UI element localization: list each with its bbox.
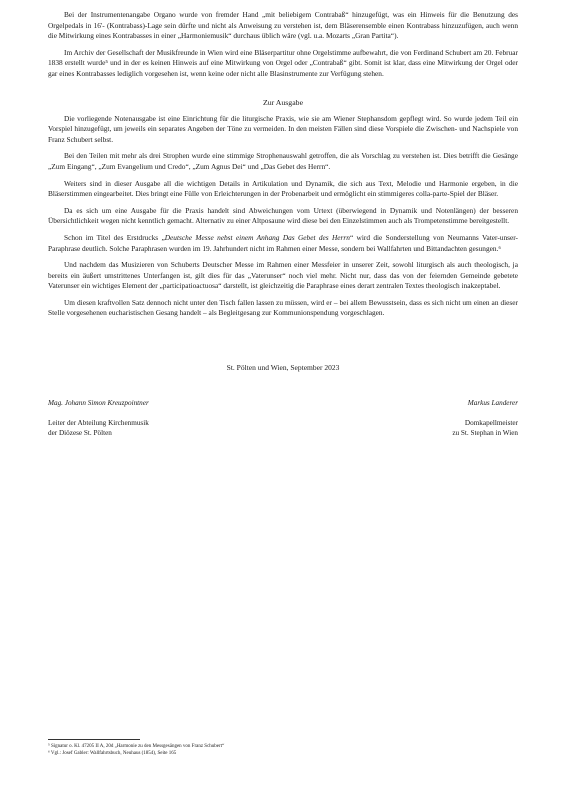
signature-left-name: Mag. Johann Simon Kreuzpointner [48, 399, 149, 408]
first-print-before: Schon im Titel des Erstdrucks „ [64, 232, 165, 242]
footnotes [48, 743, 518, 757]
paragraph-archive: Im Archiv der Gesellschaft der Musikfreunde in Wien wird eine Bläserpartitur ohne Orgelstimme aufbewahrt, die von Ferdinand Schubert am 20. Februar 1838 erstellt wurde⁵ und in der es keinen Hinweis auf eine Mitwirkung von Orgel oder „Contrabaß“ gibt. Somit ist klar, dass eine Mitwirkung der Orgel oder gar eines Kontrabasses lediglich vorgesehen ist, wenn keine oder nicht alle Blasinstrumente zur Verfügung stehen. [48, 47, 518, 78]
signature-left-role-1: Leiter der Abteilung Kirchenmusik [48, 419, 149, 428]
signature-right-role-1: Domkapellmeister [464, 419, 518, 428]
paragraph-edition-purpose: Die vorliegende Notenausgabe ist eine Einrichtung für die liturgische Praxis, wie sie am Wiener Stephansdom gepflegt wird. So wurde jedem Teil ein Vorspiel hinzugefügt, um jeweils ein separates Angeben der Töne zu vermeiden. In den meisten Fällen sind diese Vorspiele die Zwischen- und Nachspiele von Franz Schubert selbst. [48, 113, 518, 144]
footnote-5: ⁵ Signatur o. Kl. 47205 II A, 20d „Harmonie zu den Messgesängen von Franz Schubert“ [48, 744, 225, 749]
signature-right-name: Markus Landerer [467, 399, 518, 408]
place-and-date: St. Pölten und Wien, September 2023 [226, 363, 340, 373]
paragraph-first-print-title [48, 233, 518, 254]
paragraph-articulation: Weiters sind in dieser Ausgabe all die wichtigen Details in Artikulation und Dynamik, die sich aus Text, Melodie und Harmonie ergeben, in die Bläserstimmen eingearbeitet. Dies bringt eine Fülle von Erleichterungen in der Probenarbeit und ermöglicht ein stimmigeres colla-parte-Spiel der Bläser. [48, 178, 518, 199]
first-print-after: “ wird die Sonderstellung von Neumanns Vater-unser-Paraphrase deutlich. Solche Paraphrasen wurden im 19. Jahrhundert nicht im Rahmen einer Messe, sondern bei Wallfahrten und Bittandachten gesungen.⁶ [48, 232, 518, 253]
paragraph-communion: Um diesen kraftvollen Satz dennoch nicht unter den Tisch fallen lassen zu müssen, wird er – bei allem Bewusstsein, dass es sich nicht um einen an dieser Stelle vorgesehenen eucharistischen Gesang handelt – als Begleitgesang zur Kommunionspendung vorgeschlagen. [48, 297, 518, 318]
first-print-title-italic: Deutsche Messe nebst einem Anhang Das Gebet des Herrn [164, 232, 350, 242]
paragraph-strophe-selection: Bei den Teilen mit mehr als drei Strophen wurde eine stimmige Strophenauswahl getroffen, die als Vorschlag zu verstehen ist. Dies betrifft die Gesänge „Zum Eingang“, „Zum Evangelium und Credo“, „Zum Agnus Dei“ und „Das Gebet des Herrn“. [48, 151, 518, 171]
footnote-divider [48, 739, 140, 740]
signature-right-role-2: zu St. Stephan in Wien [452, 429, 518, 438]
signature-right [452, 398, 518, 439]
signature-left-role-2: der Diözese St. Pölten [48, 429, 112, 438]
section-heading-zur-ausgabe: Zur Ausgabe [262, 97, 304, 107]
paragraph-urtext-deviation: Da es sich um eine Ausgabe für die Praxis handelt sind Abweichungen vom Urtext (überwiegend in Dynamik und Notenlängen) der besseren Übersichtlichkeit wegen nicht kenntlich gemacht. Alternativ zu einer Altposaune wird diese bei den Einzelstimmen auch als Trompetenstimme bereitgestellt. [48, 205, 518, 226]
paragraph-vaterunser: Und nachdem das Musizieren von Schuberts Deutscher Messe im Rahmen einer Messfeier in unserer Zeit, sowohl liturgisch als auch theologisch, ja bereits ein äußert umstrittenes Unterfangen ist, gilt dies für das „Vaterunser“ noch viel mehr. Nicht nur, dass das von der feiernden Gemeinde gebetete Vaterunser ein wichtiges Element der „participatioactuosa“ darstellt, ist gleichzeitig die Paraphrase eines derart zentralen Textes theologisch inakzeptabel. [48, 260, 518, 291]
page-body [48, 10, 518, 439]
signature-left [48, 398, 149, 439]
footnote-6: ⁶ Vgl.: Josef Gabler: Wallfahrtsbuch, Neuhaus (1854), Seite 165 [48, 751, 177, 757]
paragraph-contrabass: Bei der Instrumentenangabe Organo wurde von fremder Hand „mit beliebigem Contrabaß“ hinzugefügt, was ein Hinweis für die Benutzung des Orgelpedals in 16'- (Kontrabass)-Lage sein dürfte und nicht als Anweisung zu verstehen ist, dem Bläserensemble einen Kontrabass hinzuzufügen, auch wenn die Mitwirkung eines Kontrabasses in einer „Harmoniemusik“ durchaus üblich wäre (vgl. u.a. Mozarts „Gran Partita“). [48, 10, 518, 41]
signature-row [48, 398, 518, 439]
